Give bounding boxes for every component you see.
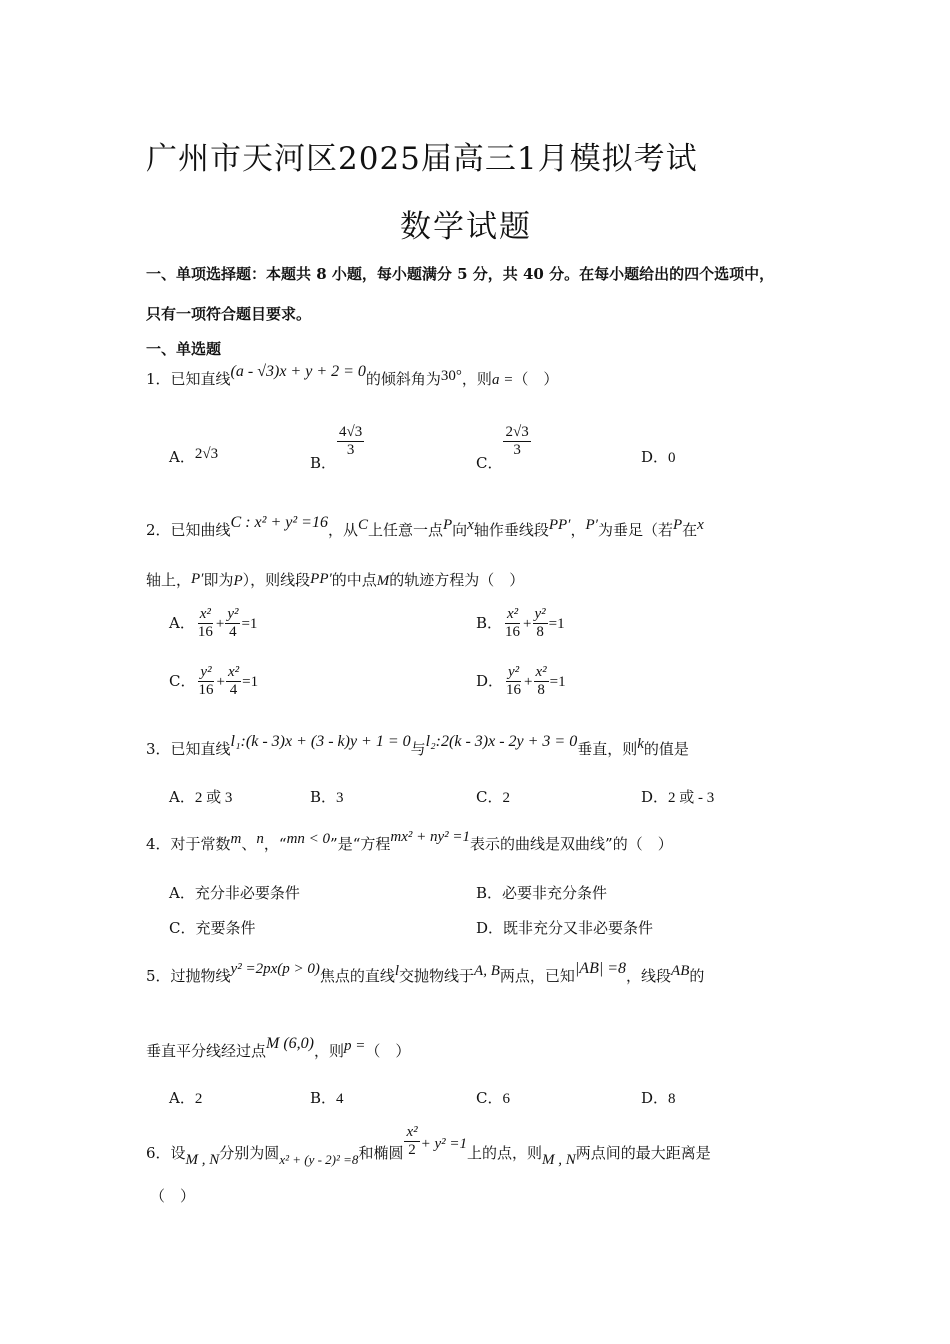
q6-points: M , N xyxy=(185,1151,220,1168)
q6-text: 上的点，则 xyxy=(467,1143,543,1162)
q2-var-m: M xyxy=(376,573,390,589)
q3-option-d[interactable] xyxy=(641,786,714,807)
option-value: 0 xyxy=(668,450,676,466)
option-value: 4 xyxy=(336,1091,344,1107)
fraction-numerator: x² xyxy=(534,664,549,682)
fraction-denominator: 16 xyxy=(198,682,214,699)
q5-abs-value: |AB| =8 xyxy=(574,960,627,977)
q1-angle: 30° xyxy=(440,368,462,384)
q1-option-d[interactable] xyxy=(641,446,676,467)
option-label: C． xyxy=(169,919,196,937)
q5-option-b[interactable] xyxy=(310,1087,344,1108)
option-label: B． xyxy=(310,788,337,806)
exam-title: 广州市天河区2025届高三1月模拟考试 xyxy=(146,141,698,177)
q1-mid: 的倾斜角为 xyxy=(365,370,441,388)
option-label: D． xyxy=(641,788,669,806)
option-value: 8 xyxy=(668,1091,676,1107)
question-6-line1 xyxy=(146,1124,711,1168)
q4-stem: 4．对于常数 xyxy=(146,835,231,853)
option-label: B． xyxy=(476,613,503,632)
q2-text: ，从 xyxy=(327,521,358,539)
q4-var-n: n xyxy=(256,831,264,847)
q2-text: 轴作垂线段 xyxy=(473,521,549,539)
q2-formula: C : x² + y² =16 xyxy=(230,514,328,531)
q5-text: 垂直平分线经过点 xyxy=(146,1042,267,1060)
q1-formula: (a - √3)x + y + 2 = 0 xyxy=(230,363,366,380)
option-label: D． xyxy=(641,1089,669,1107)
section-intro-line1: 一、单项选择题：本题共 8 小题，每小题满分 5 分，共 40 分。在每小题给出的四个选项中， xyxy=(146,265,775,283)
q4-text: 表示的曲线是双曲线”的（ ） xyxy=(470,835,673,853)
q5-point: M (6,0) xyxy=(266,1035,314,1052)
equation-rhs: =1 xyxy=(548,615,565,632)
q4-equation: mx² + ny² =1 xyxy=(390,829,471,845)
q2-text: 轴上， xyxy=(146,571,192,589)
q2-var-x: x xyxy=(697,517,704,533)
fraction-denominator: 4 xyxy=(229,682,238,699)
q5-stem: 5．过抛物线 xyxy=(146,967,231,985)
q5-segment: AB xyxy=(671,963,690,979)
option-label: C． xyxy=(169,671,196,690)
option-value: 充要条件 xyxy=(195,919,256,937)
fraction-denominator: 3 xyxy=(346,442,355,459)
fraction-numerator: y² xyxy=(225,606,240,624)
fraction-numerator: 4√3 xyxy=(337,424,364,442)
q3-line1-formula: l₁:(k - 3)x + (3 - k)y + 1 = 0 xyxy=(230,733,411,750)
option-label: B． xyxy=(310,1089,337,1107)
operator: + xyxy=(524,673,533,690)
operator: + xyxy=(523,615,532,632)
option-label: B． xyxy=(476,884,503,902)
q2-var-c: C xyxy=(357,517,368,533)
q5-text: 焦点的直线 xyxy=(319,967,395,985)
option-value: 充分非必要条件 xyxy=(194,884,300,902)
option-value: 2√3 xyxy=(194,446,219,462)
fraction-numerator: y² xyxy=(198,664,213,682)
q2-var-pprime: P′ xyxy=(585,517,598,533)
option-value: 2 xyxy=(194,1091,203,1107)
q5-var-p: p = xyxy=(344,1038,366,1054)
q2-var-pprime: P′ xyxy=(191,571,204,587)
q2-text: 在 xyxy=(682,521,698,539)
q3-option-b[interactable] xyxy=(310,786,344,807)
q5-text: ，线段 xyxy=(626,967,672,985)
equation-rhs: =1 xyxy=(241,615,258,632)
q5-text: 的 xyxy=(689,967,705,985)
q4-option-c[interactable] xyxy=(169,917,256,938)
option-label: B． xyxy=(310,453,337,472)
q1-var: a = xyxy=(491,372,514,388)
option-label: C． xyxy=(476,788,503,806)
q3-option-c[interactable] xyxy=(476,786,510,807)
q3-text: 垂直，则 xyxy=(577,740,638,758)
q4-var-m: m xyxy=(230,831,242,847)
q6-points: M , N xyxy=(542,1151,576,1168)
section-heading: 一、单选题 xyxy=(146,340,222,358)
q2-var-pp: PP′ xyxy=(310,571,332,587)
q4-option-b[interactable] xyxy=(476,882,607,903)
option-label: A． xyxy=(169,884,195,902)
fraction-numerator: x² xyxy=(404,1124,419,1142)
q3-text: 的值是 xyxy=(643,740,689,758)
fraction-numerator: x² xyxy=(226,664,241,682)
q5-option-d[interactable] xyxy=(641,1087,676,1108)
operator: + xyxy=(216,673,225,690)
fraction-denominator: 8 xyxy=(537,682,545,699)
fraction-numerator: y² xyxy=(533,606,548,624)
q5-text: 交抛物线于 xyxy=(399,967,475,985)
fraction-numerator: x² xyxy=(505,606,520,624)
option-value: 2 xyxy=(502,790,510,806)
q2-text: 向 xyxy=(452,521,468,539)
q3-option-a[interactable] xyxy=(169,786,232,807)
q6-circle: x² + (y - 2)² =8 xyxy=(279,1151,359,1167)
fraction-numerator: x² xyxy=(198,606,213,624)
option-label: D． xyxy=(476,919,504,937)
q5-option-a[interactable] xyxy=(169,1087,202,1108)
option-value: 2 或 - 3 xyxy=(668,790,715,806)
option-value: 6 xyxy=(502,1091,510,1107)
question-3 xyxy=(146,733,689,759)
q2-var-x: x xyxy=(467,517,474,533)
q2-stem: 2．已知曲线 xyxy=(146,521,231,539)
fraction-numerator: 2√3 xyxy=(503,424,530,442)
q3-text: 与 xyxy=(410,740,426,758)
option-value: 必要非充分条件 xyxy=(502,884,608,902)
fraction-denominator: 8 xyxy=(536,624,544,641)
q5-text: 两点，已知 xyxy=(499,967,575,985)
q3-stem: 3．已知直线 xyxy=(146,740,231,758)
q2-text: ），则线段 xyxy=(242,571,311,589)
option-label: A． xyxy=(169,1089,195,1107)
q1-option-c[interactable] xyxy=(476,424,532,472)
q5-option-c[interactable] xyxy=(476,1087,510,1108)
option-label: C． xyxy=(476,453,503,472)
q2-var-p: P xyxy=(233,573,243,589)
q4-option-a[interactable] xyxy=(169,882,300,903)
q6-stem: 6．设 xyxy=(146,1143,186,1162)
q3-var-k: k xyxy=(637,736,644,752)
q2-option-d[interactable] xyxy=(476,664,566,700)
q2-option-c[interactable] xyxy=(169,664,258,700)
q2-var-pp: PP′ xyxy=(548,517,571,533)
q4-option-d[interactable] xyxy=(476,917,653,938)
q2-text: 即为 xyxy=(203,571,234,589)
q6-text: 两点间的最大距离是 xyxy=(575,1143,711,1162)
fraction-denominator: 16 xyxy=(197,624,213,641)
q2-option-b[interactable] xyxy=(476,606,565,642)
q4-text: ，“ xyxy=(263,835,287,853)
q2-text: 的轨迹方程为（ ） xyxy=(389,571,525,589)
q1-tail: ，则 xyxy=(461,370,492,388)
fraction-denominator: 4 xyxy=(229,624,237,641)
fraction-denominator: 16 xyxy=(505,624,521,641)
q5-var-l: l xyxy=(394,963,400,979)
q2-var-p: P xyxy=(442,517,453,533)
option-value: 既非充分又非必要条件 xyxy=(503,919,654,937)
equation-rhs: =1 xyxy=(242,673,259,690)
q5-text: （ ） xyxy=(365,1042,411,1060)
q6-ellipse-rest: + y² =1 xyxy=(420,1135,468,1152)
q2-text: 为垂足（若 xyxy=(597,521,673,539)
operator: + xyxy=(215,615,225,632)
question-2-line2 xyxy=(146,569,524,590)
q3-line2-formula: l₂:2(k - 3)x - 2y + 3 = 0 xyxy=(425,733,578,750)
equation-rhs: =1 xyxy=(549,673,566,690)
q1-option-b[interactable] xyxy=(310,424,365,472)
option-label: A． xyxy=(169,788,195,806)
option-label: C． xyxy=(476,1089,503,1107)
q1-option-a[interactable] xyxy=(169,446,218,467)
option-value: 2 或 3 xyxy=(194,790,233,806)
fraction-denominator: 16 xyxy=(506,682,522,699)
q5-points: A, B xyxy=(474,963,500,979)
q2-text: 的中点 xyxy=(331,571,377,589)
question-4 xyxy=(146,829,673,854)
question-2-line1 xyxy=(146,514,704,540)
q2-text: 上任意一点 xyxy=(367,521,443,539)
q1-end: （ ） xyxy=(513,370,559,388)
option-label: D． xyxy=(641,448,669,466)
q2-var-p: P xyxy=(672,517,683,533)
q6-text: 分别为圆 xyxy=(219,1143,280,1162)
section-intro-line2: 只有一项符合题目要求。 xyxy=(146,305,312,323)
q6-text: 和椭圆 xyxy=(358,1143,404,1162)
q1-stem: 1．已知直线 xyxy=(146,370,231,388)
q4-condition: mn < 0 xyxy=(286,831,331,847)
q4-text: ”是“方程 xyxy=(330,835,391,853)
option-label: A． xyxy=(169,448,195,466)
question-5-line2 xyxy=(146,1035,411,1061)
fraction-denominator: 2 xyxy=(408,1142,416,1159)
question-6-line2: （ ） xyxy=(150,1187,196,1205)
q5-text: ，则 xyxy=(314,1042,345,1060)
q5-parabola: y² =2px(p > 0) xyxy=(230,961,320,977)
option-label: A． xyxy=(169,613,195,632)
q4-text: 、 xyxy=(241,835,257,853)
fraction-numerator: y² xyxy=(506,664,521,682)
option-value: 3 xyxy=(336,790,344,806)
question-5-line1 xyxy=(146,960,705,986)
exam-subtitle: 数学试题 xyxy=(400,209,532,245)
question-1 xyxy=(146,363,559,389)
fraction-denominator: 3 xyxy=(513,442,521,459)
option-label: D． xyxy=(476,671,504,690)
q2-text: ， xyxy=(570,521,586,539)
q2-option-a[interactable] xyxy=(169,606,257,642)
